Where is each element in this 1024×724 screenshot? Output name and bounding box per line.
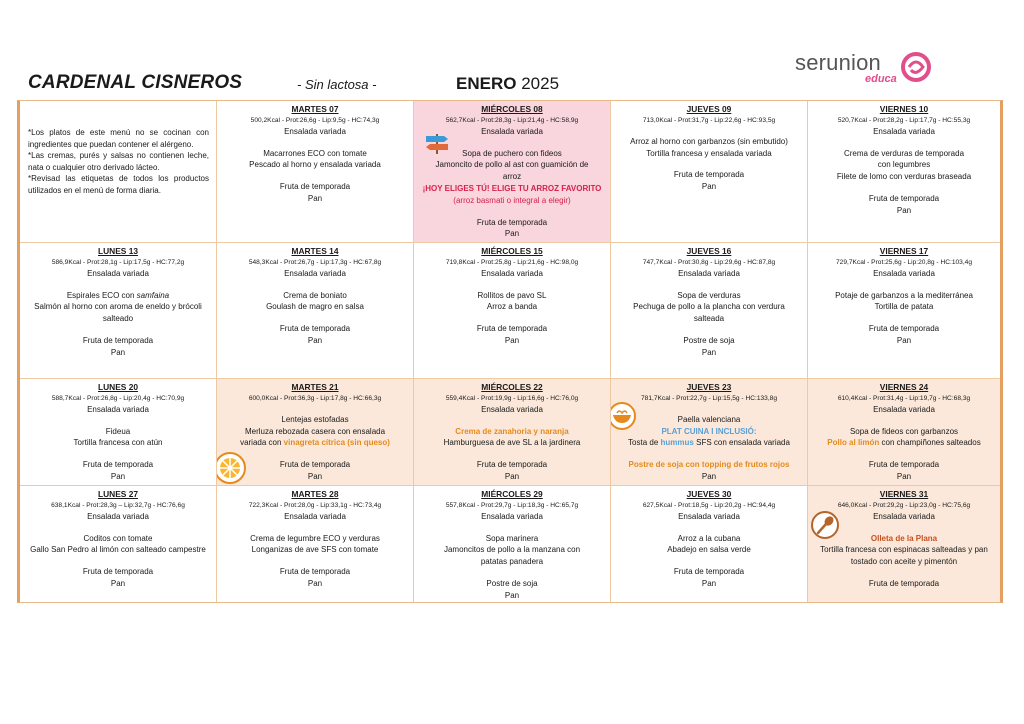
day-cell-23: [611, 379, 808, 486]
day-cell-31: [808, 486, 1000, 602]
dessert: Fruta de temporada: [279, 324, 351, 334]
diet-label: - Sin lactosa -: [297, 77, 377, 92]
day-title: MIÉRCOLES 08: [481, 104, 543, 114]
bread: Pan: [110, 347, 126, 357]
day-title: JUEVES 09: [686, 104, 732, 114]
first-course: Sopa de fideos con garbanzos: [849, 426, 959, 436]
first-course-extra: con legumbres: [877, 160, 931, 170]
day-title: MIÉRCOLES 22: [481, 382, 543, 392]
dessert: Fruta de temporada: [82, 460, 154, 470]
dessert: Fruta de temporada: [673, 567, 745, 577]
bowl-icon: [611, 401, 637, 431]
day-title: VIERNES 24: [879, 382, 929, 392]
day-cell-20: [20, 379, 217, 486]
bread: Pan: [504, 471, 520, 481]
second-course: Tortilla francesa con espinacas salteadas y pan tostado con aceite y pimentón: [820, 545, 988, 567]
dessert: Postre de soja: [683, 335, 735, 345]
second-course: Hamburguesa de ave SL a la jardinera: [443, 438, 581, 448]
second-course: Tortilla francesa y ensalada variada: [646, 148, 772, 158]
salad: Ensalada variada: [481, 268, 543, 278]
dessert: Fruta de temporada: [673, 170, 745, 180]
second-course: Jamoncitos de pollo a la manzana con patatas panadera: [443, 545, 581, 567]
second-course: Abadejo en salsa verde: [667, 545, 751, 555]
menu-grid: [17, 100, 1003, 603]
dessert: Postre de soja: [486, 578, 538, 588]
day-cell-22: [414, 379, 611, 486]
bread: Pan: [701, 182, 717, 192]
first-course: Crema de legumbre ECO y verduras: [250, 533, 380, 543]
note-3: *Revisad las etiquetas de todos los productos utilizados en el menú de forma diaria.: [28, 174, 209, 195]
serunion-logo: [795, 50, 935, 94]
bread: Pan: [110, 578, 126, 588]
salad: Ensalada variada: [481, 511, 543, 521]
allergen-notes: [20, 101, 217, 243]
second-course: Longanizas de ave SFS con tomate: [251, 545, 379, 555]
day-cell-13: [20, 243, 217, 379]
nutrition-info: 548,3Kcal - Prot:26,7g - Lip:17,3g - HC:67,8g: [248, 258, 382, 266]
day-title: LUNES 27: [97, 489, 139, 499]
second-course: Gallo San Pedro al limón con salteado campestre: [30, 545, 206, 555]
day-title: VIERNES 31: [879, 489, 929, 499]
day-cell-30: [611, 486, 808, 602]
first-course: Sopa de verduras: [677, 290, 741, 300]
day-title: MIÉRCOLES 15: [481, 246, 543, 256]
dessert: Fruta de temporada: [82, 335, 154, 345]
salad: Ensalada variada: [678, 268, 740, 278]
note-2: *Las cremas, purés y salsas no contienen leche, nata o cualquier otro derivado lácteo.: [28, 151, 209, 172]
nutrition-info: 586,9Kcal - Prot:28,1g - Lip:17,5g - HC:77,2g: [51, 258, 185, 266]
second-course: Arroz a banda: [486, 302, 538, 312]
salad: Ensalada variada: [284, 268, 346, 278]
day-cell-24: [808, 379, 1000, 486]
day-cell-17: [808, 243, 1000, 379]
spoon-icon: [810, 510, 840, 540]
dessert: Fruta de temporada: [82, 567, 154, 577]
day-title: LUNES 13: [97, 246, 139, 256]
day-title: VIERNES 17: [879, 246, 929, 256]
salad: Ensalada variada: [678, 511, 740, 521]
first-course: Potaje de garbanzos a la mediterránea: [835, 290, 973, 300]
salad: Ensalada variada: [873, 126, 935, 136]
nutrition-info: 722,3Kcal - Prot:28,0g - Lip:33,1g - HC:73,4g: [248, 501, 382, 509]
salad: Ensalada variada: [481, 126, 543, 136]
dessert: Postre de soja con topping de frutos rojos: [628, 460, 790, 470]
first-course: Macarrones ECO con tomate: [263, 148, 367, 158]
bread: Pan: [504, 335, 520, 345]
highlight-hummus: hummus: [660, 438, 694, 448]
second-course: [611, 437, 807, 449]
logo-wordmark: serunion: [795, 50, 881, 75]
first-course: Crema de zanahoria y naranja: [455, 426, 569, 436]
first-course: Crema de boniato: [283, 290, 347, 300]
first-course: Arroz a la cubana: [677, 533, 741, 543]
bread: Pan: [701, 471, 717, 481]
dessert: Fruta de temporada: [868, 324, 940, 334]
logo-swirl-icon: [901, 52, 931, 82]
nutrition-info: 729,7Kcal - Prot:25,6g - Lip:20,8g - HC:103,4g: [836, 258, 972, 266]
promo-choice: ¡HOY ELIGES TÚ! ELIGE TU ARROZ FAVORITO: [422, 183, 602, 193]
day-title: MARTES 14: [291, 246, 339, 256]
school-name: CARDENAL CISNEROS: [28, 72, 243, 93]
signpost-icon: [424, 131, 450, 155]
bread: Pan: [307, 193, 323, 203]
second-course: Merluza rebozada casera con ensalada: [244, 426, 386, 436]
first-course: Fideua: [105, 426, 131, 436]
first-course-italic: samfaina: [136, 290, 170, 300]
bread: Pan: [504, 590, 520, 600]
second-course: Pescado al horno y ensalada variada: [249, 160, 381, 170]
bread: Pan: [307, 578, 323, 588]
bread: Pan: [504, 229, 520, 239]
nutrition-info: 500,2Kcal - Prot:26,6g - Lip:9,5g - HC:74,3g: [250, 116, 380, 124]
first-course: Olleta de la Plana: [870, 533, 938, 543]
second-course: Tortilla de patata: [874, 302, 934, 312]
salad: Ensalada variada: [873, 511, 935, 521]
day-title: JUEVES 30: [686, 489, 732, 499]
second-course-text: variada con: [240, 438, 282, 448]
nutrition-info: 781,7Kcal - Prot:22,7g - Lip:15,5g - HC:133,8g: [641, 394, 777, 402]
salad: Ensalada variada: [87, 404, 149, 414]
day-cell-09: [611, 101, 808, 243]
day-cell-08: [414, 101, 611, 243]
day-title: MARTES 21: [291, 382, 339, 392]
bread: Pan: [110, 471, 126, 481]
salad: Ensalada variada: [873, 404, 935, 414]
nutrition-info: 638,1Kcal - Prot:28,3g – Lip:32,7g - HC:76,6g: [51, 501, 185, 509]
dessert: Fruta de temporada: [279, 567, 351, 577]
dessert: Fruta de temporada: [279, 182, 351, 192]
nutrition-info: 719,8Kcal - Prot:25,8g - Lip:21,6g - HC:98,0g: [445, 258, 579, 266]
day-cell-10: [808, 101, 1000, 243]
salad: Ensalada variada: [873, 268, 935, 278]
nutrition-info: 588,7Kcal - Prot:26,8g - Lip:20,4g - HC:70,9g: [51, 394, 185, 402]
nutrition-info: 747,7Kcal - Prot:30,8g - Lip:29,6g - HC:87,8g: [642, 258, 776, 266]
first-course: Lentejas estofadas: [281, 414, 349, 424]
first-course: Crema de verduras de temporada: [843, 148, 965, 158]
second-course: Filete de lomo con verduras braseada: [836, 172, 972, 182]
day-title: MIÉRCOLES 29: [481, 489, 543, 499]
first-course: Sopa de puchero con fideos: [462, 148, 562, 158]
salad: Ensalada variada: [481, 404, 543, 414]
second-course-text: Tosta de: [628, 438, 659, 448]
highlight-dressing: vinagreta cítrica (sin queso): [283, 438, 390, 448]
day-cell-28: [217, 486, 414, 602]
first-course: Arroz al horno con garbanzos (sin embutido): [630, 136, 788, 146]
day-cell-15: [414, 243, 611, 379]
salad: Ensalada variada: [87, 511, 149, 521]
first-course: Paella valenciana: [677, 414, 741, 424]
dessert: Fruta de temporada: [476, 217, 548, 227]
second-course-extra: [217, 437, 413, 449]
bread: Pan: [896, 471, 912, 481]
nutrition-info: 627,5Kcal - Prot:18,5g - Lip:20,2g - HC:94,4g: [642, 501, 776, 509]
month-name: ENERO: [456, 74, 517, 93]
nutrition-info: 713,0Kcal - Prot:31,7g - Lip:22,6g - HC:93,5g: [642, 116, 776, 124]
day-cell-14: [217, 243, 414, 379]
logo-subtitle: educa: [865, 73, 897, 85]
first-course: Coditos con tomate: [83, 533, 153, 543]
second-course: [808, 437, 1000, 449]
bread: Pan: [896, 205, 912, 215]
month-year: 2025: [521, 74, 560, 93]
second-course-text: con champiñones salteados: [881, 438, 981, 448]
second-course-rest: SFS con ensalada variada: [696, 438, 790, 448]
menu-month: [456, 74, 559, 94]
bread: Pan: [896, 335, 912, 345]
first-course: [20, 290, 216, 302]
citrus-icon: [217, 451, 247, 485]
day-cell-27: [20, 486, 217, 602]
day-title: JUEVES 16: [686, 246, 732, 256]
nutrition-info: 562,7Kcal - Prot:28,3g - Lip:21,4g - HC:58,9g: [445, 116, 579, 124]
second-course: Goulash de magro en salsa: [266, 302, 364, 312]
bread: Pan: [701, 347, 717, 357]
promo-choice-detail: (arroz basmati o integral a elegir): [453, 195, 571, 205]
day-title: JUEVES 23: [686, 382, 732, 392]
nutrition-info: 559,4Kcal - Prot:19,9g - Lip:16,6g - HC:76,0g: [445, 394, 579, 402]
dessert: Fruta de temporada: [279, 460, 351, 470]
day-title: LUNES 20: [97, 382, 139, 392]
salad: Ensalada variada: [284, 126, 346, 136]
bread: Pan: [307, 471, 323, 481]
dessert: Fruta de temporada: [868, 460, 940, 470]
second-course: Pechuga de pollo a la plancha con verdura salteada: [633, 302, 785, 324]
first-course: Rollitos de pavo SL: [477, 290, 547, 300]
day-cell-07: [217, 101, 414, 243]
dessert: Fruta de temporada: [868, 193, 940, 203]
highlight-chicken: Pollo al limón: [827, 438, 880, 448]
note-1: *Los platos de este menú no se cocinan con ingredientes que puedan contener el alérgeno.: [28, 128, 209, 149]
day-title: MARTES 28: [291, 489, 339, 499]
second-course: Jamoncito de pollo al ast con guamición de arroz: [435, 160, 589, 182]
day-cell-21: [217, 379, 414, 486]
nutrition-info: 520,7Kcal - Prot:28,2g - Lip:17,7g - HC:55,3g: [837, 116, 971, 124]
day-title: VIERNES 10: [879, 104, 929, 114]
first-course-text: Espirales ECO con: [66, 290, 135, 300]
bread: Pan: [701, 578, 717, 588]
nutrition-info: 600,0Kcal - Prot:36,3g - Lip:17,8g - HC:66,3g: [248, 394, 382, 402]
second-course: Salmón al horno con aroma de eneldo y brócoli salteado: [34, 302, 202, 324]
first-course: Sopa marinera: [485, 533, 539, 543]
plat-cuina-label: PLAT CUINA I INCLUSIÓ:: [661, 426, 757, 436]
salad: Ensalada variada: [87, 268, 149, 278]
dessert: Fruta de temporada: [476, 324, 548, 334]
nutrition-info: 557,8Kcal - Prot:29,7g - Lip:18,3g - HC:65,7g: [445, 501, 579, 509]
nutrition-info: 610,4Kcal - Prot:31,4g - Lip:19,7g - HC:68,3g: [837, 394, 971, 402]
dessert: Fruta de temporada: [868, 578, 940, 588]
day-cell-29: [414, 486, 611, 602]
dessert: Fruta de temporada: [476, 460, 548, 470]
bread: Pan: [307, 335, 323, 345]
salad: Ensalada variada: [284, 511, 346, 521]
day-cell-16: [611, 243, 808, 379]
nutrition-info: 646,0Kcal - Prot:29,2g - Lip:23,0g - HC:75,6g: [837, 501, 971, 509]
second-course: Tortilla francesa con atún: [73, 438, 163, 448]
day-title: MARTES 07: [291, 104, 339, 114]
